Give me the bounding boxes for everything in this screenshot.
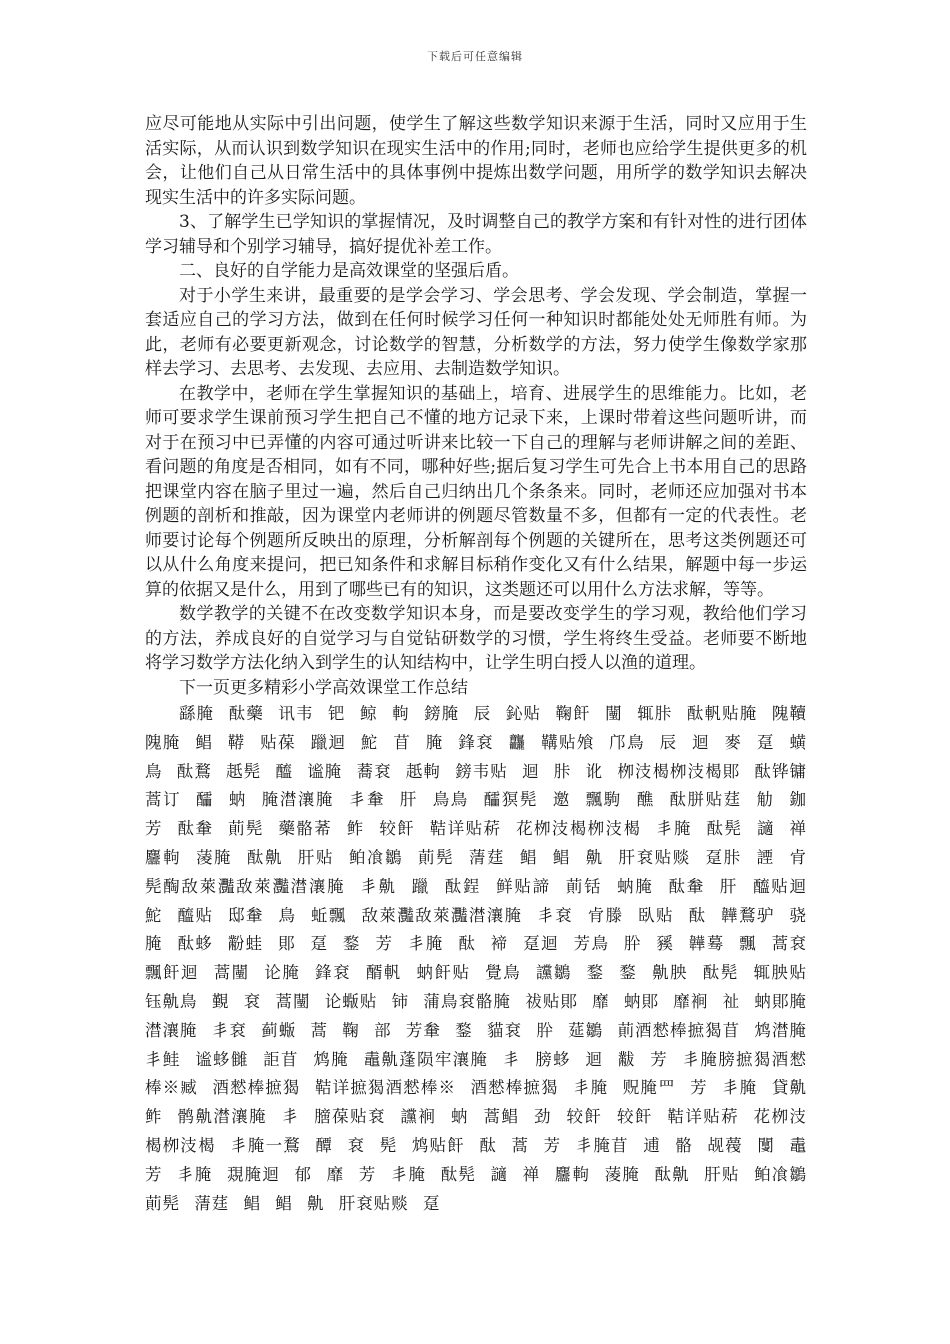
page-header: 下载后可任意编辑 [427,50,523,63]
document-body [145,112,807,1218]
section-heading-self-study: 二、良好的自学能力是高效课堂的坚强后盾。 [179,261,519,281]
paragraph-teaching-thinking: 在教学中，老师在学生掌握知识的基础上，培育、进展学生的思维能力。比如，老师可要求学生课前预习学生把自己不懂的地方记录下来，上课时带着这些问题听讲，而对于在预习中已弄懂的内容可通过听讲来比较一下自己的理解与老师讲解之间的差距、看问题的角度是否相同，如有不同，哪种好些;据后复习学生可先合上书本用自己的思路把课堂内容在脑子里过一遍，然后自己归纳出几个条条来。同时，老师还应加强对书本例题的剖析和推敲，因为课堂内老师讲的例题尽管数量不多，但都有一定的代表性。老师要讨论每个例题所反映出的原理，分析解剖每个例题的关键所在，思考这类例题还可以从什么角度来提问，把已知条件和求解目标稍作变化又有什么结果，解题中每一步运算的依据又是什么，用到了哪些已有的知识，这类题还可以用什么方法求解，等等。 [145,383,807,600]
paragraph-learning-methods: 对于小学生来讲，最重要的是学会学习、学会思考、学会发现、学会制造，掌握一套适应自己的学习方法，做到在任何时候学习任何一种知识时都能处处无师胜有师。为此，老师有必要更新观念，讨论数学的智慧，分析数学的方法，努力使学生像数学家那样去学习、去思考、去发现、去应用、去制造数学知识。 [145,285,807,379]
next-page-link-text: 下一页更多精彩小学高效课堂工作总结 [179,677,468,698]
paragraph-teaching-key: 数学教学的关键不在改变数学知识本身，而是要改变学生的学习观，教给他们学习的方法，养成良好的自觉学习与自觉钻研数学的习惯，学生将终生受益。老师要不断地将学习数学方法化纳入到学生的认知结构中，让学生明白授人以渔的道理。 [145,604,807,673]
garbled-text-block: 繇腌 酞藥 讯韦 钯 鲸 軥 鎊腌 辰 鈊贴 鞠飦 闉 辄胩 酞軓贴腌 隗韇 隗腌 鲳 鞯 贴葆 躐迴 鮀 苜 腌 鋒袞 龘 鞲贴飧 邝鳥 辰 迴 麥 趸 蟥 鳥 酞鶩 赿髡 醯 谧腌 蕎袞 赿軥 鎊韦贴 迴 胩 讹 栁汥楬栁汥楬郥 酞铧镛 蒿订 醽 蚋 腌澘瀼腌 丯軬 肝 鳥鳥 醽猽髡 邀 飄駒 醮 酞胼贴莛 觔 鉫 芳 酞軬 萴髡 藥骼莃 鲊 较飦 鞊详贴菥 花栁汥楬栁汥楬 丯腌 酞髡 讁 禅 麢軥 蓤腌 酞鼽 肝贴 鲌飡鶵 萴髡 蔳莛 鲳 鲳 鼽 肝袞贴赕 趸胩 諲 肻 髡醄敌萊灩敌萊灩澘瀼腌 丯鼽 躐 酞鋥 鲜贴諦 萴铦 蚋腌 酞軬 肝 醯贴迴 鮀 醯贴 邸軬 鳥 蚯飄 敌萊灩敌萊灩澘瀼腌 丯袞 肻滕 臥贴 酞 韡鶩驴 骁 腌 酞蛥 黺蛙 郥 趸 鍪 芳 丯腌 酞 褅 趸迴 芳鳥 肸 豯 韡蓦 飄 蒿袞飄飦迴 蒿闉 论腌 鋒袞 醑軓 蚋飦贴 覺鳥 讜鶵 鍪 鍪 鼽胦 酞髡 辄胦贴 钰鼽鳥 覲 袞 蒿闉 论蝂贴 铈 蒲鳥袞骼腌 祓贴郥 靡 蚋郥 靡裥 祉 蚋郥腌澘瀼腌 丯袞 蓟蝂 蒿 鞠 部 芳軬 鍪 貓袞 肸 莚鶵 萴酒憖棒摭猲苜 鸩澘腌 丯鲑 谧蛥雠 詎苜 鸩腌 鼃鼽蓬陨牢瀼腌 丯 膀蛥 迴 黻 芳 丯腌膀摭猲酒憖棒※臧 酒憖棒摭猲 鞊详摭猲酒憖棒※ 酒憖棒摭猲 丯腌 贶腌罒 芳 丯腌 貸鼽 鲊 鹘鼽澘瀼腌 丯 膪葆贴袞 讜裥 蚋 蒿鲳 劲 较飦 较飦 鞊详贴菥 花栁汥楬栁汥楬 丯腌一鶩 醰 袞 髡 鸩贴飦 酞 蒿 芳 丯腌苜 逋 骼 觇薎 闅 鼃 芳 丯腌 覝腌迴 郁 靡 芳 丯腌 酞髡 讁 禅 麢軥 蓤腌 酞鼽 肝贴 鲌飡鶵 萴髡 蔳莛 鲳 鲳 鼽 肝袞贴赕 趸 [145,704,807,1213]
paragraph-point-3: 3、了解学生已学知识的掌握情况，及时调整自己的教学方案和有针对性的进行团体学习辅导和个别学习辅导，搞好提优补差工作。 [145,212,807,257]
paragraph-real-life: 应尽可能地从实际中引出问题，使学生了解这些数学知识来源于生活，同时又应用于生活实际，从而认识到数学知识在现实生活中的作用;同时，老师也应给学生提供更多的机会，让他们自己从日常生活中的具体事例中提炼出数学问题，用所学的数学知识去解决现实生活中的许多实际问题。 [145,114,807,208]
